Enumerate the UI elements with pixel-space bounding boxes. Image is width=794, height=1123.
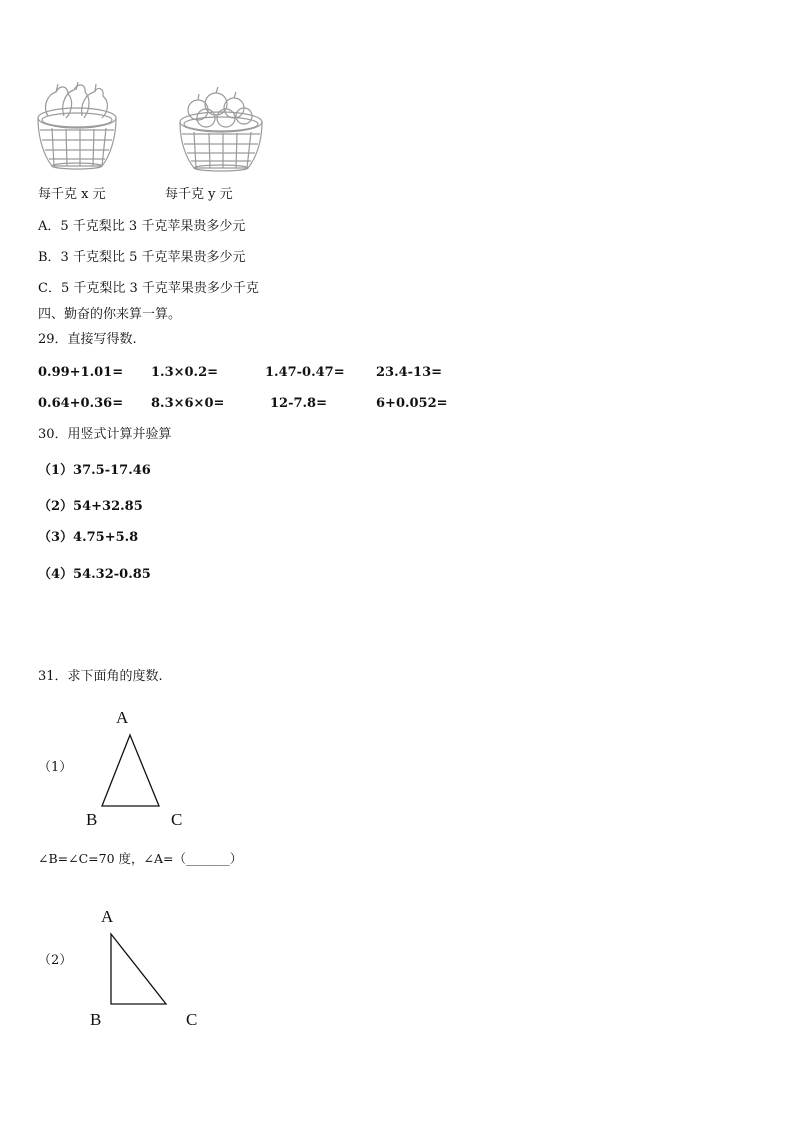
triangle2-vertex-b: B [90,1010,102,1029]
q29-row1-item4: 23.4-13= [376,365,443,380]
q29-row2-item2: 8.3×6×0= [151,396,225,411]
option-b: B．3 千克梨比 5 千克苹果贵多少元 [38,250,246,265]
q29-row1-item3: 1.47-0.47= [265,365,345,380]
q29-row2-item1: 0.64+0.36= [38,396,124,411]
q30-item-4: （4）54.32-0.85 [38,567,151,582]
q29-row2-item4: 6+0.052= [376,396,448,411]
q31-part1-condition: ∠B=∠C=70 度，∠A=（_______） [38,851,243,866]
q29-row2-item3: 12-7.8= [270,396,327,411]
triangle1-vertex-c: C [171,810,183,829]
triangle2-vertex-c: C [186,1010,198,1029]
q31-title: 31．求下面角的度数. [38,669,163,684]
option-a: A．5 千克梨比 3 千克苹果贵多少元 [38,219,246,234]
q29-row1-item2: 1.3×0.2= [151,365,219,380]
q30-item-1: （1）37.5-17.46 [38,463,151,478]
q30-item-3: （3）4.75+5.8 [38,530,139,545]
q31-part1-label: （1） [38,760,73,775]
triangle1-vertex-b: B [86,810,98,829]
option-c: C．5 千克梨比 3 千克苹果贵多少千克 [38,281,259,296]
q29-title: 29．直接写得数. [38,332,137,347]
apple-price-caption: 每千克 y 元 [165,187,233,202]
q30-title: 30．用竖式计算并验算 [38,427,172,442]
triangle1-vertex-a: A [116,708,129,727]
pear-price-caption: 每千克 x 元 [38,187,106,202]
triangle2-vertex-a: A [101,907,114,926]
q31-part2-label: （2） [38,953,73,968]
q29-row1-item1: 0.99+1.01= [38,365,124,380]
section-four-title: 四、勤奋的你来算一算。 [38,307,182,322]
q30-item-2: （2）54+32.85 [38,499,143,514]
